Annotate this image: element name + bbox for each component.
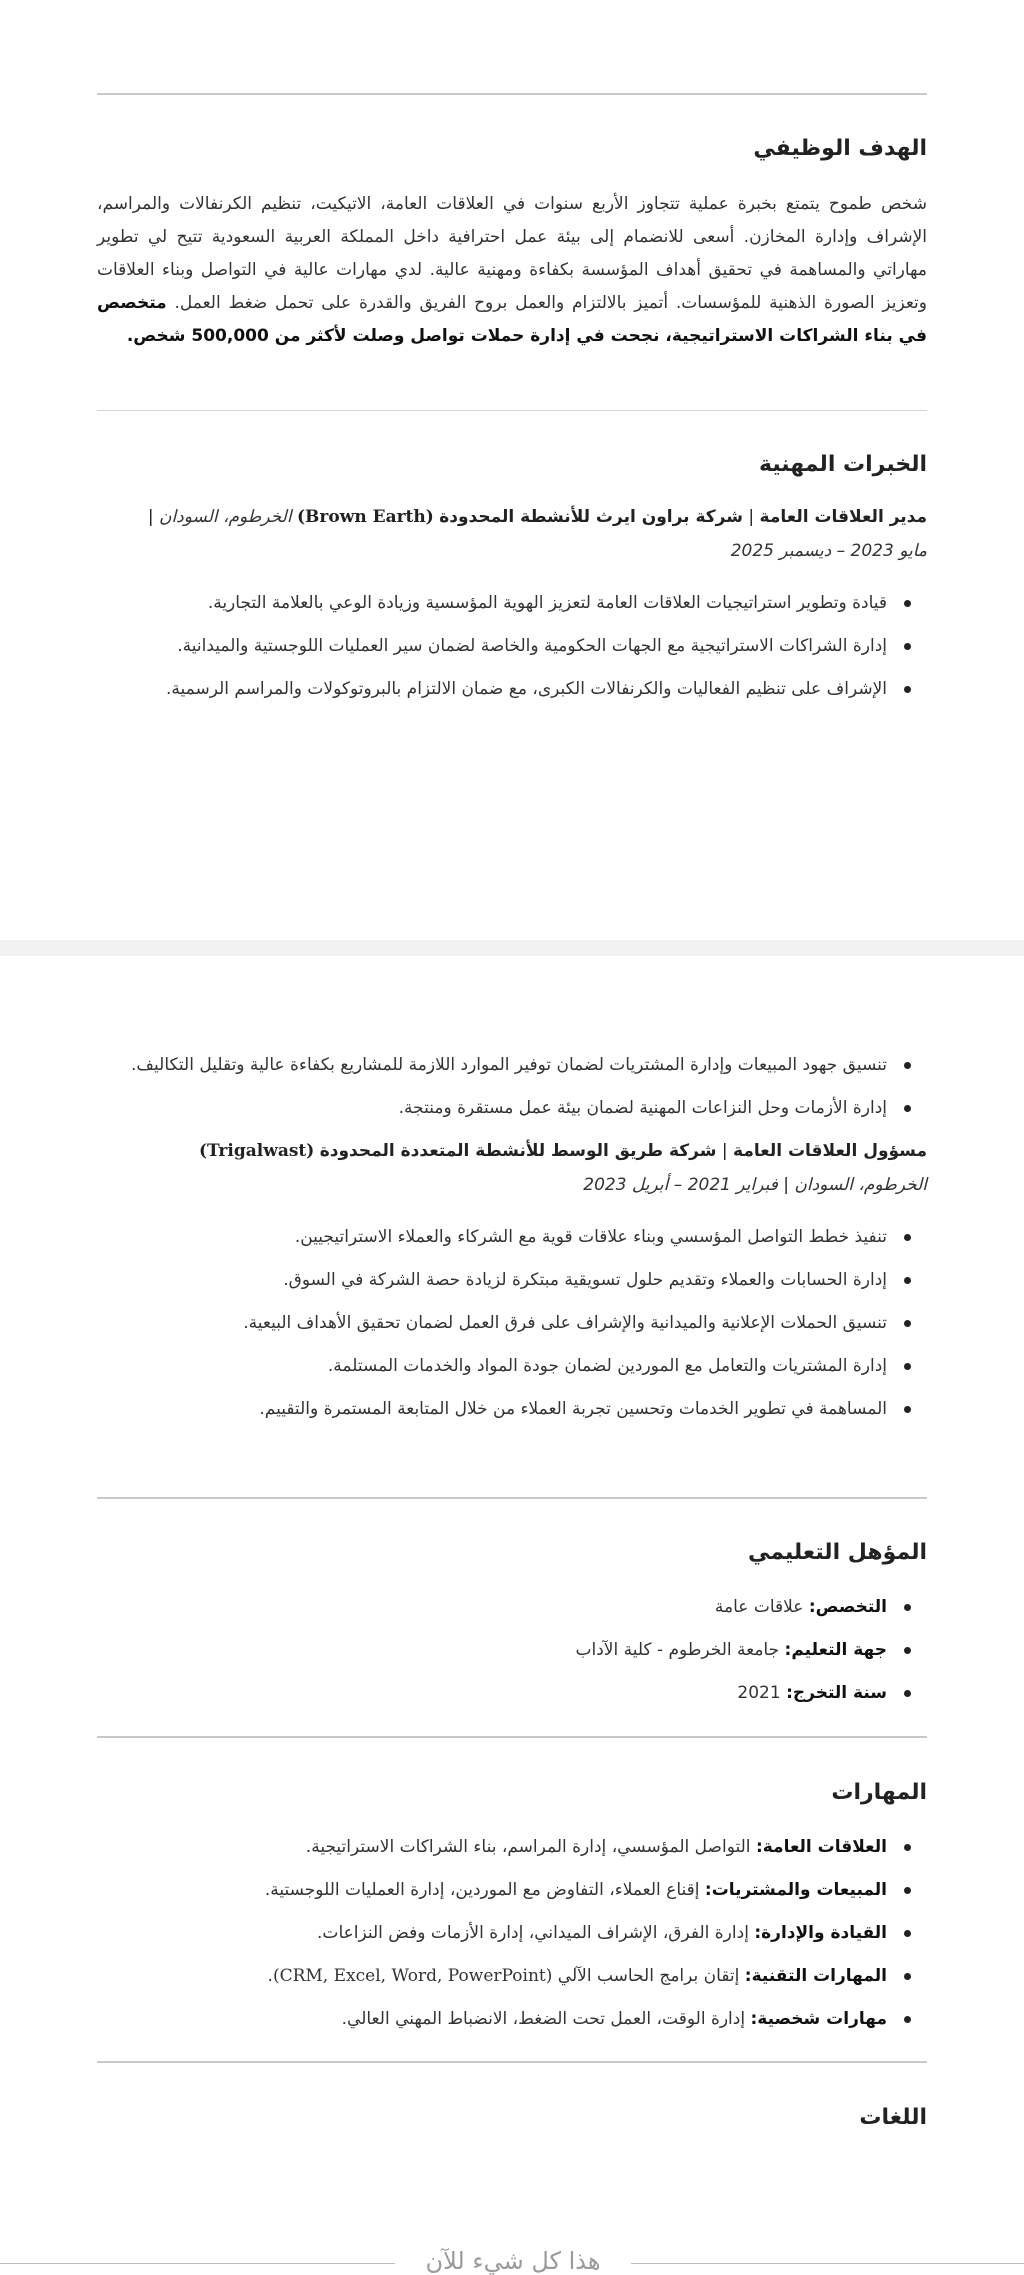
skill-value: إدارة الوقت، العمل تحت الضغط، الانضباط المهني العالي. <box>341 2009 746 2029</box>
skill-end-punct: . <box>267 1966 273 1986</box>
skill-label: المبيعات والمشتريات: <box>704 1880 887 1900</box>
job1-header <box>97 500 927 568</box>
footer-line-left <box>0 2263 395 2264</box>
list-item <box>97 1676 887 1710</box>
list-item: إدارة الحسابات والعملاء وتقديم حلول تسويقية مبتكرة لزيادة حصة الشركة في السوق. <box>97 1263 887 1297</box>
resume-page-1 <box>0 0 1024 940</box>
job1-location: الخرطوم، السودان <box>158 507 292 527</box>
job2-header <box>97 1134 927 1202</box>
job1-separator-2: | <box>147 507 154 527</box>
job1-company-latin: (Brown Earth) <box>297 507 434 527</box>
education-divider <box>97 1736 927 1738</box>
objective-text: شخص طموح يتمتع بخبرة عملية تتجاوز الأربع سنوات في العلاقات العامة، الاتيكيت، تنظيم الكرنفالات والمراسم، الإشراف وإدارة المخازن. أسعى للانضمام إلى بيئة عمل احترافية داخل المملكة العربية السعودية تتيح لي تطوير مهاراتي والمساهمة في تحقيق أهداف المؤسسة بكفاءة ومهنية عالية. لدي مهارات عالية في التواصل وبناء العلاقات وتعزيز الصورة الذهنية للمؤسسات. أتميز بالالتزام والعمل بروح الفريق والقدرة على تحمل ضغط العمل. <box>97 194 928 313</box>
job1-role: مدير العلاقات العامة <box>759 507 927 527</box>
page-break <box>0 940 1024 956</box>
list-item <box>97 1959 887 1993</box>
objective-highlight: متخصص في بناء الشراكات الاستراتيجية، نجحت في إدارة حملات تواصل وصلت لأكثر من 500,000 شخص. <box>97 293 927 346</box>
list-item <box>97 1873 887 1907</box>
skill-value: إقناع العملاء، التفاوض مع الموردين، إدارة العمليات اللوجستية. <box>264 1880 700 1900</box>
languages-heading: اللغات <box>859 2105 927 2130</box>
job1-bullets-continued-section <box>97 1048 927 1435</box>
education-value: علاقات عامة <box>714 1597 804 1617</box>
job2-company-latin: (Trigalwast) <box>198 1141 315 1161</box>
job1-bullets <box>97 586 927 706</box>
list-item: المساهمة في تطوير الخدمات وتحسين تجربة العملاء من خلال المتابعة المستمرة والتقييم. <box>97 1392 887 1426</box>
skills-list <box>97 1830 927 2036</box>
list-item: إدارة الشراكات الاستراتيجية مع الجهات الحكومية والخاصة لضمان سير العمليات اللوجستية والميدانية. <box>97 629 887 663</box>
list-item <box>97 1916 887 1950</box>
list-item: قيادة وتطوير استراتيجيات العلاقات العامة لتعزيز الهوية المؤسسية وزيادة الوعي بالعلامة التجارية. <box>97 586 887 620</box>
skill-value: إدارة الفرق، الإشراف الميداني، إدارة الأزمات وفض النزاعات. <box>317 1923 749 1943</box>
objective-section <box>97 134 927 353</box>
footer-line-right <box>631 2263 1024 2264</box>
education-list <box>97 1590 927 1710</box>
list-item: تنسيق جهود المبيعات وإدارة المشتريات لضمان توفير الموارد اللازمة للمشاريع بكفاءة عالية وتقليل التكاليف. <box>97 1048 887 1082</box>
education-section <box>97 1538 927 1719</box>
skill-label: القيادة والإدارة: <box>754 1923 887 1943</box>
skill-label: مهارات شخصية: <box>750 2009 887 2029</box>
list-item <box>97 1633 887 1667</box>
skills-divider <box>97 2061 927 2063</box>
job1-bullets-continued <box>97 1048 927 1125</box>
skill-value: إتقان برامج الحاسب الآلي <box>557 1966 740 1986</box>
job1-company: شركة براون ايرث للأنشطة المحدودة <box>439 507 743 527</box>
list-item <box>97 1830 887 1864</box>
job2-role: مسؤول العلاقات العامة <box>733 1141 927 1161</box>
objective-divider <box>97 410 927 411</box>
experience-divider <box>97 1497 927 1499</box>
job2-separator-2: | <box>783 1175 789 1195</box>
list-item: تنفيذ خطط التواصل المؤسسي وبناء علاقات قوية مع الشركاء والعملاء الاستراتيجيين. <box>97 1220 887 1254</box>
education-label: سنة التخرج: <box>786 1683 887 1703</box>
job2-company: شركة طريق الوسط للأنشطة المتعددة المحدودة <box>319 1141 717 1161</box>
job1-period: مايو 2023 – ديسمبر 2025 <box>730 541 927 561</box>
experience-heading: الخبرات المهنية <box>758 452 927 477</box>
list-item <box>97 2002 887 2036</box>
end-of-content-text: هذا كل شيء للآن <box>395 2246 631 2275</box>
objective-paragraph <box>97 188 927 353</box>
skill-label: المهارات التقنية: <box>744 1966 887 1986</box>
list-item: الإشراف على تنظيم الفعاليات والكرنفالات الكبرى، مع ضمان الالتزام بالبروتوكولات والمراسم الرسمية. <box>97 672 887 706</box>
list-item: إدارة المشتريات والتعامل مع الموردين لضمان جودة المواد والخدمات المستلمة. <box>97 1349 887 1383</box>
list-item: إدارة الأزمات وحل النزاعات المهنية لضمان بيئة عمل مستقرة ومنتجة. <box>97 1091 887 1125</box>
objective-heading: الهدف الوظيفي <box>753 136 927 161</box>
skills-heading: المهارات <box>831 1780 927 1805</box>
skill-value: التواصل المؤسسي، إدارة المراسم، بناء الشراكات الاستراتيجية. <box>305 1837 751 1857</box>
skill-label: العلاقات العامة: <box>755 1837 887 1857</box>
job2-location: الخرطوم، السودان <box>794 1175 927 1195</box>
education-heading: المؤهل التعليمي <box>747 1540 927 1565</box>
job1-separator: | <box>748 507 755 527</box>
job2-period: فبراير 2021 – أبريل 2023 <box>583 1175 778 1195</box>
languages-section <box>97 2103 927 2133</box>
list-item <box>97 1590 887 1624</box>
education-label: جهة التعليم: <box>784 1640 887 1660</box>
education-label: التخصص: <box>808 1597 887 1617</box>
education-value: 2021 <box>737 1683 781 1703</box>
experience-section <box>97 450 927 715</box>
job2-bullets <box>97 1220 927 1426</box>
top-divider <box>97 93 927 95</box>
list-item: تنسيق الحملات الإعلانية والميدانية والإشراف على فرق العمل لضمان تحقيق الأهداف البيعية. <box>97 1306 887 1340</box>
job2-separator: | <box>721 1141 728 1161</box>
education-value: جامعة الخرطوم - كلية الآداب <box>575 1640 780 1660</box>
skill-tools-latin: (CRM, Excel, Word, PowerPoint) <box>272 1966 553 1986</box>
skills-section <box>97 1778 927 2045</box>
